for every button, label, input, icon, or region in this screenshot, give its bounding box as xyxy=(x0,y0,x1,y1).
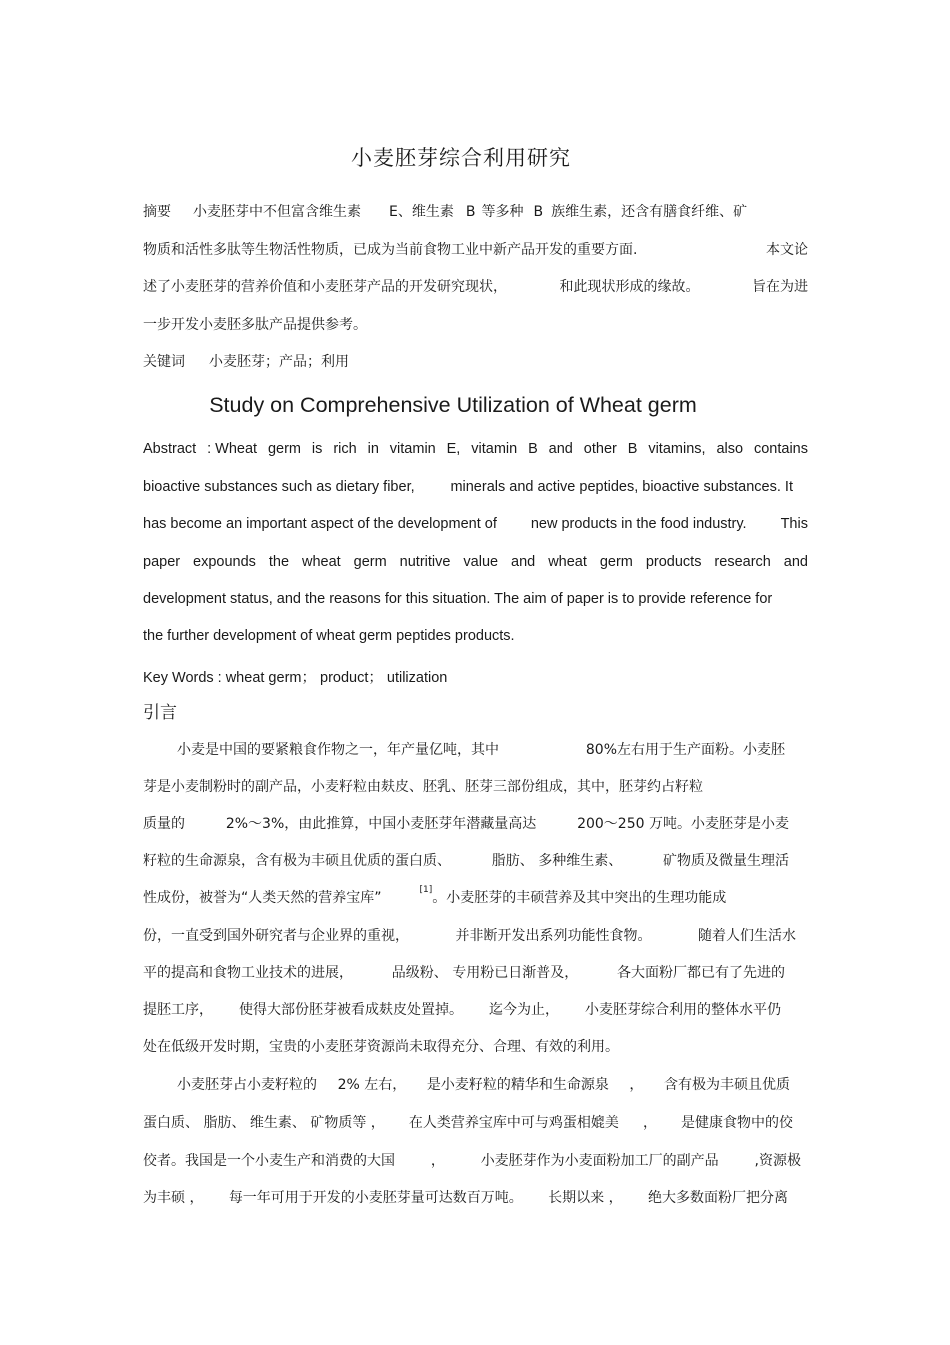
abstract-cn-text: 旨在为进 xyxy=(752,279,808,295)
chinese-title: 小麦胚芽综合利用研究 xyxy=(351,146,571,170)
abstract-en-word: expounds xyxy=(193,554,256,570)
paragraph-text: 蛋白质、 脂肪、 维生素、 矿物质等 ， xyxy=(143,1115,385,1131)
abstract-en-word: and xyxy=(548,441,573,457)
abstract-cn-line-1 xyxy=(143,201,747,221)
abstract-en-word: and xyxy=(783,554,808,570)
abstract-en-word: germ xyxy=(267,441,302,457)
paragraph-text: 每一年可用于开发的小麦胚芽量可达数百万吨。 xyxy=(228,1190,523,1206)
intro-p2-line-4 xyxy=(143,1187,788,1207)
abstract-en-line-2 xyxy=(143,479,793,495)
paragraph-text: 绝大多数面粉厂把分离 xyxy=(647,1190,788,1206)
abstract-cn-text: B xyxy=(465,204,476,220)
abstract-en-word: vitamin xyxy=(389,441,436,457)
abstract-en-word: germ xyxy=(599,554,633,570)
intro-p1-line-5 xyxy=(143,887,726,907)
paragraph-text: 芽是小麦制粉时的副产品，小麦籽粒由麸皮、胚乳、胚芽三部份组成，其中，胚芽约占籽粒 xyxy=(143,779,703,795)
paragraph-text: 2%～3%，由此推算，中国小麦胚芽年潜藏量高达 xyxy=(225,816,537,832)
abstract-en-word: : Wheat xyxy=(207,441,258,457)
abstract-en-text: This xyxy=(780,516,808,532)
intro-p2-line-1 xyxy=(177,1074,790,1094)
keywords-en xyxy=(143,666,447,687)
keywords-cn-label: 关键词 xyxy=(143,354,185,370)
abstract-en-word: products xyxy=(645,554,702,570)
paragraph-text: 是小麦籽粒的精华和生命源泉 xyxy=(426,1077,609,1093)
abstract-cn-line-3 xyxy=(143,276,808,296)
paragraph-text: 在人类营养宝库中可与鸡蛋相媲美 xyxy=(408,1115,619,1131)
paragraph-text: 为丰硕 ， xyxy=(143,1190,204,1206)
abstract-cn-text: 族维生素，还含有膳食纤维、矿 xyxy=(551,204,748,220)
keywords-en-label: Key Words xyxy=(143,670,214,686)
abstract-en-text: development status, and the reasons for this situation. The aim of paper is to provide reference for xyxy=(143,591,773,607)
abstract-cn-line-2 xyxy=(143,239,808,259)
paragraph-text: 含有极为丰硕且优质 xyxy=(663,1077,790,1093)
keywords-en-text: : wheat germ； product； utilization xyxy=(217,670,448,686)
abstract-en-word: other xyxy=(583,441,617,457)
abstract-cn-text: 一步开发小麦胚多肽产品提供参考。 xyxy=(143,317,367,333)
citation-ref: [1] xyxy=(419,885,433,895)
abstract-cn-text: 本文论 xyxy=(766,242,808,258)
paragraph-text: 质量的 xyxy=(143,816,185,832)
abstract-en-text: new products in the food industry. xyxy=(530,516,747,532)
abstract-cn-text: E、维生素 xyxy=(389,204,454,220)
paragraph-text: 2% 左右， xyxy=(337,1077,407,1093)
paragraph-text: 小麦胚芽综合利用的整体水平仍 xyxy=(585,1002,781,1018)
section-heading-intro: 引言 xyxy=(143,703,177,723)
intro-p1-line-6 xyxy=(143,925,796,945)
abstract-en-word: vitamins, xyxy=(648,441,706,457)
abstract-cn-line-4 xyxy=(143,314,367,334)
intro-p1-line-1 xyxy=(177,739,785,759)
intro-p1-line-2 xyxy=(143,776,703,796)
paragraph-text: ， xyxy=(642,1115,657,1131)
paragraph-text: 小麦胚芽占小麦籽粒的 xyxy=(177,1077,317,1093)
paragraph-text: 200～250 万吨。小麦胚芽是小麦 xyxy=(577,816,789,832)
abstract-cn-text: 述了小麦胚芽的营养价值和小麦胚芽产品的开发研究现状， xyxy=(143,279,507,295)
abstract-en-line-3 xyxy=(143,516,808,532)
paragraph-text: ， xyxy=(430,1153,445,1169)
paragraph-text: 平的提高和食物工业技术的进展， xyxy=(143,965,353,981)
abstract-en-word: B xyxy=(528,441,538,457)
paragraph-text: 份，一直受到国外研究者与企业界的重视， xyxy=(143,928,409,944)
intro-p2-line-2 xyxy=(143,1112,793,1132)
abstract-en-word: and xyxy=(511,554,536,570)
abstract-en-word: paper xyxy=(143,554,181,570)
abstract-en-word: value xyxy=(463,554,499,570)
abstract-en-line-5 xyxy=(143,591,772,607)
abstract-en-line-6 xyxy=(143,628,515,644)
paragraph-text: ， xyxy=(629,1077,644,1093)
keywords-cn xyxy=(143,351,349,371)
paragraph-text: 提胚工序， xyxy=(143,1002,213,1018)
abstract-cn-text: 小麦胚芽中不但富含维生素 xyxy=(193,204,361,220)
abstract-en-line-1 xyxy=(143,441,808,457)
abstract-en-word: also xyxy=(716,441,744,457)
abstract-en-word: vitamin xyxy=(471,441,518,457)
paragraph-text: 佼者。我国是一个小麦生产和消费的大国 xyxy=(143,1153,395,1169)
abstract-en-word: wheat xyxy=(302,554,341,570)
paragraph-text: 脂肪、 多种维生素、 xyxy=(491,853,623,869)
intro-p2-line-3 xyxy=(143,1150,801,1170)
abstract-cn-text: 等多种 xyxy=(481,204,524,220)
abstract-en-label: Abstract xyxy=(143,441,197,457)
abstract-en-text: minerals and active peptides, bioactive substances. It xyxy=(450,479,793,495)
paragraph-text: 籽粒的生命源泉，含有极为丰硕且优质的蛋白质、 xyxy=(143,853,451,869)
paragraph-text: 是健康食物中的佼 xyxy=(681,1115,793,1131)
intro-p1-line-7 xyxy=(143,962,785,982)
paragraph-text: 处在低级开发时期，宝贵的小麦胚芽资源尚未取得充分、合理、有效的利用。 xyxy=(143,1039,619,1055)
abstract-cn-text: 和此现状形成的缘故。 xyxy=(559,279,700,295)
paragraph-text: 使得大部份胚芽被看成麸皮处置掉。 xyxy=(239,1002,463,1018)
intro-p1-line-3 xyxy=(143,813,789,833)
paragraph-text: 矿物质及微量生理活 xyxy=(662,853,789,869)
paragraph-text: 80%左右用于生产面粉。小麦胚 xyxy=(585,742,785,758)
abstract-en-word: contains xyxy=(753,441,808,457)
paragraph-text: 随着人们生活水 xyxy=(698,928,796,944)
paragraph-text: 。小麦胚芽的丰硕营养及其中突出的生理功能成 xyxy=(432,890,727,906)
abstract-en-text: bioactive substances such as dietary fiber, xyxy=(143,479,415,495)
keywords-cn-text: 小麦胚芽；产品；利用 xyxy=(209,354,349,370)
paragraph-text: 迄今为止， xyxy=(489,1002,559,1018)
abstract-en-text: has become an important aspect of the development of xyxy=(143,516,497,532)
paragraph-text: 长期以来 ， xyxy=(548,1190,623,1206)
paragraph-text: 性成份，被誉为“人类天然的营养宝库” xyxy=(143,890,382,906)
abstract-en-word: E, xyxy=(446,441,461,457)
abstract-en-word: the xyxy=(268,554,290,570)
paragraph-text: 品级粉、 专用粉已日渐普及， xyxy=(391,965,579,981)
abstract-cn-text: B xyxy=(533,204,544,220)
abstract-en-word: is xyxy=(311,441,323,457)
abstract-en-word: in xyxy=(367,441,379,457)
paragraph-text: 各大面粉厂都已有了先进的 xyxy=(616,965,785,981)
paragraph-text: 小麦胚芽作为小麦面粉加工厂的副产品 xyxy=(480,1153,719,1169)
intro-p1-line-4 xyxy=(143,850,789,870)
abstract-en-line-4 xyxy=(143,554,808,570)
abstract-en-word: wheat xyxy=(548,554,587,570)
abstract-en-word: research xyxy=(714,554,771,570)
abstract-en-word: B xyxy=(627,441,638,457)
abstract-cn-text: 物质和活性多肽等生物活性物质，已成为当前食物工业中新产品开发的重要方面. xyxy=(143,242,638,258)
paragraph-text: 小麦是中国的要紧粮食作物之一，年产量亿吨，其中 xyxy=(177,742,499,758)
english-title: Study on Comprehensive Utilization of Wheat germ xyxy=(209,393,697,417)
paragraph-text: ,资源极 xyxy=(754,1153,801,1169)
abstract-en-word: rich xyxy=(333,441,357,457)
paragraph-text: 并非断开发出系列功能性食物。 xyxy=(455,928,652,944)
intro-p1-line-9 xyxy=(143,1036,619,1056)
abstract-en-word: nutritive xyxy=(399,554,451,570)
intro-p1-line-8 xyxy=(143,999,781,1019)
abstract-en-word: germ xyxy=(353,554,387,570)
abstract-cn-label: 摘要 xyxy=(143,204,171,220)
abstract-en-text: the further development of wheat germ peptides products. xyxy=(143,628,515,644)
